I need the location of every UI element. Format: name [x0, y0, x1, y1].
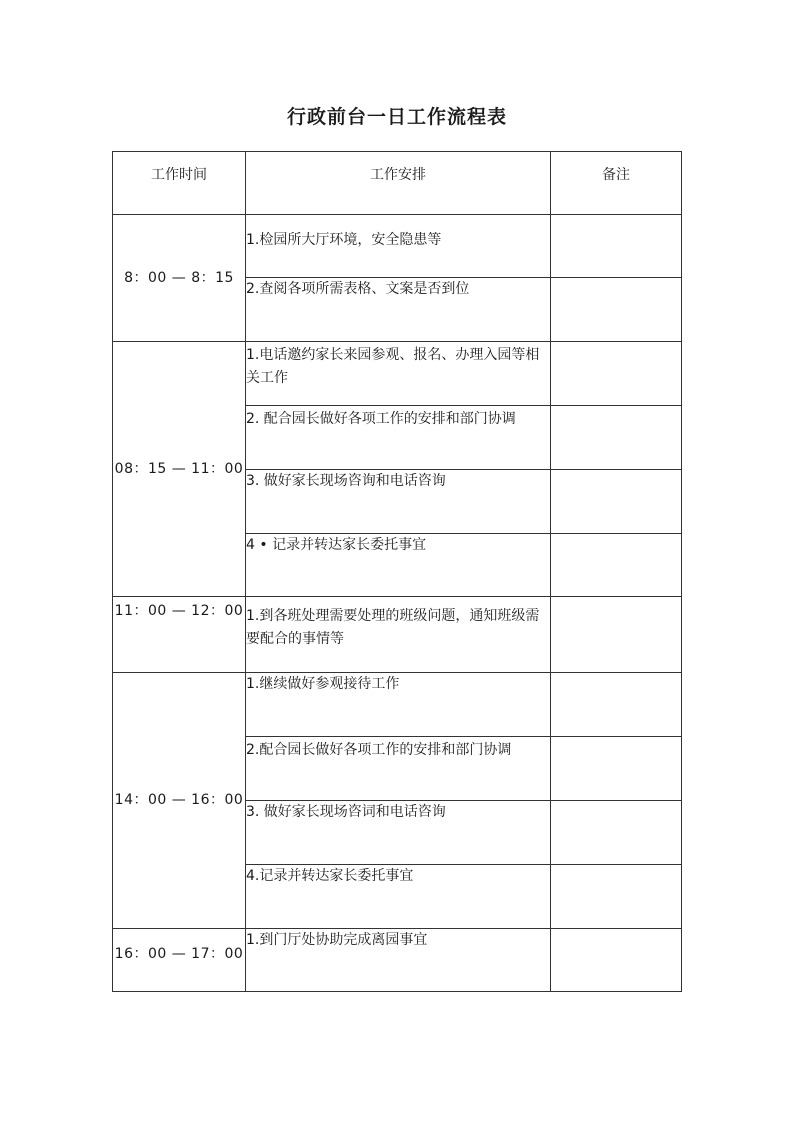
note-cell [551, 673, 682, 737]
note-cell [551, 215, 682, 278]
task-cell: 3. 做好家长现场咨词和电话咨询 [246, 801, 551, 865]
note-cell [551, 929, 682, 992]
note-cell [551, 737, 682, 801]
task-cell: 1.到门厅处协助完成离园事宜 [246, 929, 551, 992]
note-cell [551, 470, 682, 534]
note-cell [551, 865, 682, 929]
time-cell: 11：00 — 12：00 [113, 597, 246, 673]
header-time: 工作时间 [113, 152, 246, 215]
note-cell [551, 342, 682, 406]
task-cell: 2.配合园长做好各项工作的安排和部门协调 [246, 737, 551, 801]
note-cell [551, 406, 682, 470]
time-cell: 14：00 — 16：00 [113, 673, 246, 929]
header-note: 备注 [551, 152, 682, 215]
task-cell: 1.检园所大厅环境，安全隐患等 [246, 215, 551, 278]
task-cell: 2.查阅各项所需表格、文案是否到位 [246, 278, 551, 342]
table-header-row [113, 152, 682, 215]
task-cell: 2. 配合园长做好各项工作的安排和部门协调 [246, 406, 551, 470]
table-row [113, 597, 682, 673]
table-row [113, 673, 682, 737]
time-cell: 16：00 — 17：00 [113, 929, 246, 992]
table-row [113, 342, 682, 406]
task-cell: 3. 做好家长现场咨询和电话咨询 [246, 470, 551, 534]
task-cell: 1.到各班处理需要处理的班级问题，通知班级需要配合的事情等 [246, 597, 551, 673]
task-cell: 4.记录并转达家长委托事宜 [246, 865, 551, 929]
task-cell: 1.继续做好参观接待工作 [246, 673, 551, 737]
time-cell: 08：15 — 11：00 [113, 342, 246, 597]
document-title: 行政前台一日工作流程表 [286, 106, 507, 128]
note-cell [551, 597, 682, 673]
table-row [113, 929, 682, 992]
note-cell [551, 278, 682, 342]
table-row [113, 215, 682, 278]
note-cell [551, 801, 682, 865]
time-cell: 8：00 — 8：15 [113, 215, 246, 342]
schedule-table [112, 151, 682, 992]
header-task: 工作安排 [246, 152, 551, 215]
task-cell: 1.电话邀约家长来园参观、报名、办理入园等相关工作 [246, 342, 551, 406]
note-cell [551, 534, 682, 597]
task-cell: 4 • 记录并转达家长委托事宜 [246, 534, 551, 597]
